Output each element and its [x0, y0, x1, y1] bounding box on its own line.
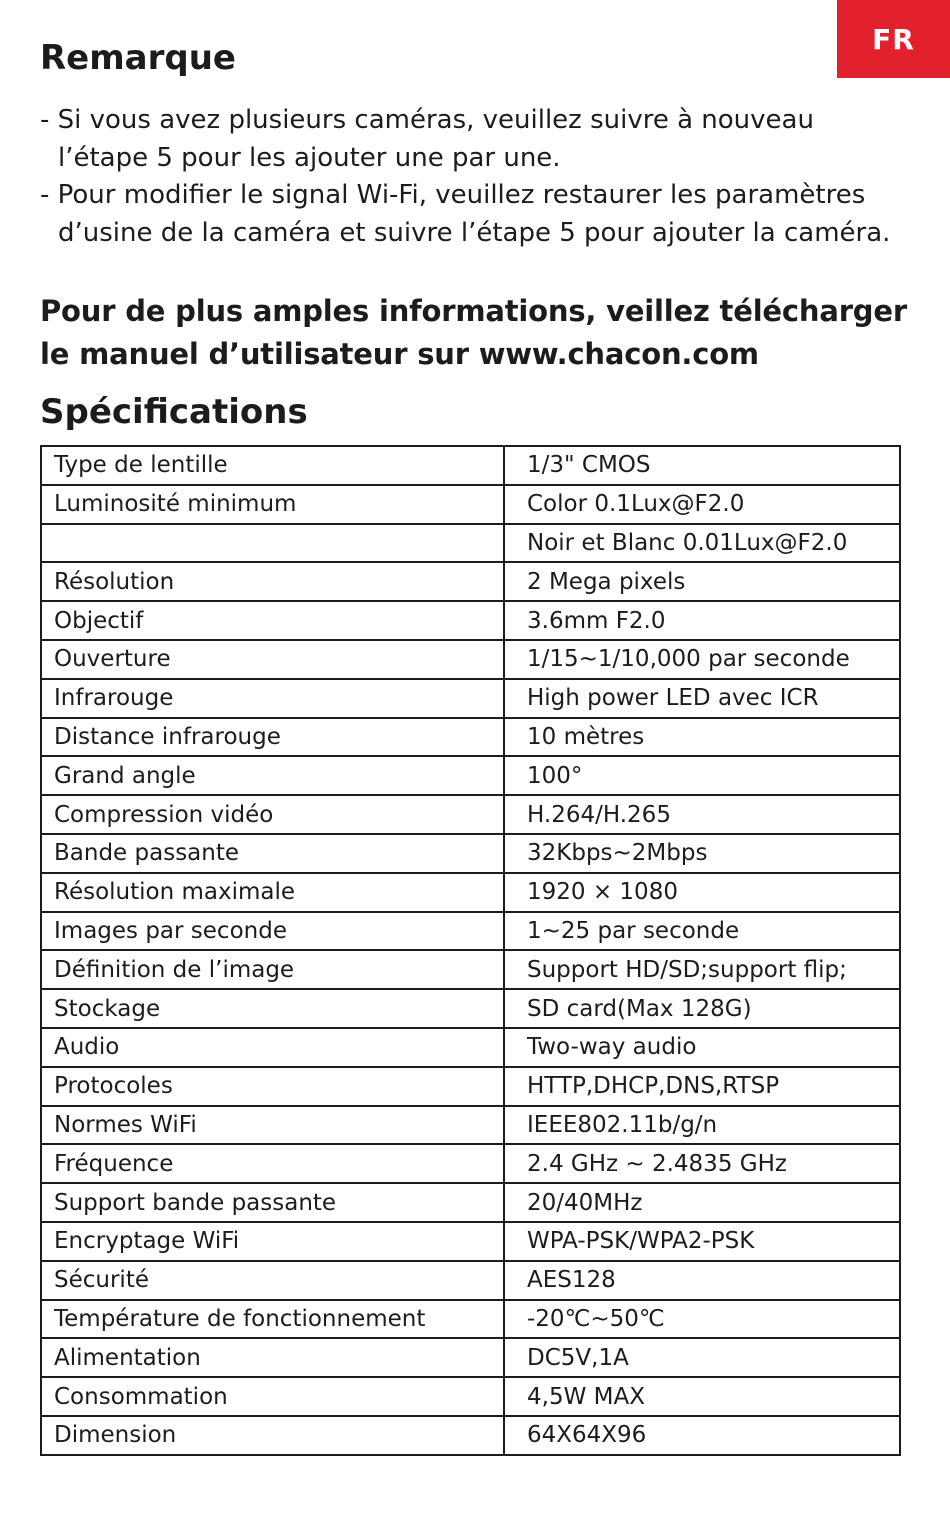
spec-value: WPA-PSK/WPA2-PSK: [504, 1222, 900, 1261]
table-row: [41, 756, 900, 795]
spec-value: 20/40MHz: [504, 1183, 900, 1222]
table-row: [41, 1416, 900, 1455]
spec-label: Stockage: [41, 989, 504, 1028]
table-row: [41, 1338, 900, 1377]
spec-value: DC5V,1A: [504, 1338, 900, 1377]
table-row: [41, 1106, 900, 1145]
spec-value: Support HD/SD;support flip;: [504, 950, 900, 989]
spec-label: Normes WiFi: [41, 1106, 504, 1145]
spec-value: AES128: [504, 1261, 900, 1300]
table-row: [41, 640, 900, 679]
spec-label: [41, 524, 504, 563]
language-tab: FR: [837, 0, 950, 78]
table-row: [41, 718, 900, 757]
spec-label: Luminosité minimum: [41, 485, 504, 524]
note-item: - Si vous avez plusieurs caméras, veuillez suivre à nouveau l’étape 5 pour les ajouter une par une.: [40, 105, 814, 173]
table-row: [41, 601, 900, 640]
spec-label: Alimentation: [41, 1338, 504, 1377]
spec-value: Noir et Blanc 0.01Lux@F2.0: [504, 524, 900, 563]
spec-value: 32Kbps~2Mbps: [504, 834, 900, 873]
specifications-table: [40, 445, 901, 1456]
spec-label: Encryptage WiFi: [41, 1222, 504, 1261]
spec-value: SD card(Max 128G): [504, 989, 900, 1028]
spec-value: HTTP,DHCP,DNS,RTSP: [504, 1067, 900, 1106]
spec-label: Infrarouge: [41, 679, 504, 718]
table-row: [41, 446, 900, 485]
spec-label: Dimension: [41, 1416, 504, 1455]
table-row: [41, 1144, 900, 1183]
spec-label: Compression vidéo: [41, 795, 504, 834]
spec-label: Température de fonctionnement: [41, 1300, 504, 1339]
table-row: [41, 1300, 900, 1339]
spec-value: 1/3" CMOS: [504, 446, 900, 485]
spec-label: Bande passante: [41, 834, 504, 873]
spec-label: Grand angle: [41, 756, 504, 795]
spec-value: 1/15~1/10,000 par seconde: [504, 640, 900, 679]
spec-value: 2 Mega pixels: [504, 562, 900, 601]
table-row: [41, 1028, 900, 1067]
table-row: [41, 1222, 900, 1261]
table-row: [41, 1377, 900, 1416]
more-info-text: Pour de plus amples informations, veillez télécharger le manuel d’utilisateur sur www.chacon.com: [40, 294, 907, 371]
spec-value: 4,5W MAX: [504, 1377, 900, 1416]
table-row: [41, 1261, 900, 1300]
table-row: [41, 950, 900, 989]
spec-label: Type de lentille: [41, 446, 504, 485]
specifications-heading: Spécifications: [40, 392, 308, 432]
spec-label: Protocoles: [41, 1067, 504, 1106]
spec-value: 1920 × 1080: [504, 873, 900, 912]
spec-value: 10 mètres: [504, 718, 900, 757]
table-row: [41, 834, 900, 873]
spec-value: H.264/H.265: [504, 795, 900, 834]
spec-label: Définition de l’image: [41, 950, 504, 989]
spec-value: 2.4 GHz ~ 2.4835 GHz: [504, 1144, 900, 1183]
spec-label: Audio: [41, 1028, 504, 1067]
spec-label: Objectif: [41, 601, 504, 640]
remarque-notes: [40, 102, 900, 252]
spec-label: Résolution: [41, 562, 504, 601]
remarque-heading: Remarque: [40, 38, 236, 78]
table-row: [41, 912, 900, 951]
table-row: [41, 795, 900, 834]
spec-value: 100°: [504, 756, 900, 795]
spec-label: Fréquence: [41, 1144, 504, 1183]
spec-value: 1~25 par seconde: [504, 912, 900, 951]
spec-label: Sécurité: [41, 1261, 504, 1300]
table-row: [41, 485, 900, 524]
table-row: [41, 679, 900, 718]
spec-value: Color 0.1Lux@F2.0: [504, 485, 900, 524]
table-row: [41, 989, 900, 1028]
table-row: [41, 524, 900, 563]
spec-label: Distance infrarouge: [41, 718, 504, 757]
spec-label: Résolution maximale: [41, 873, 504, 912]
spec-value: High power LED avec ICR: [504, 679, 900, 718]
note-item: - Pour modifier le signal Wi-Fi, veuillez restaurer les paramètres d’usine de la caméra et suivre l’étape 5 pour ajouter la caméra.: [40, 180, 891, 248]
spec-value: -20℃~50℃: [504, 1300, 900, 1339]
spec-label: Consommation: [41, 1377, 504, 1416]
spec-value: IEEE802.11b/g/n: [504, 1106, 900, 1145]
table-row: [41, 1183, 900, 1222]
table-row: [41, 1067, 900, 1106]
spec-value: 64X64X96: [504, 1416, 900, 1455]
spec-label: Support bande passante: [41, 1183, 504, 1222]
spec-value: 3.6mm F2.0: [504, 601, 900, 640]
table-row: [41, 562, 900, 601]
table-row: [41, 873, 900, 912]
spec-label: Images par seconde: [41, 912, 504, 951]
spec-label: Ouverture: [41, 640, 504, 679]
spec-value: Two-way audio: [504, 1028, 900, 1067]
